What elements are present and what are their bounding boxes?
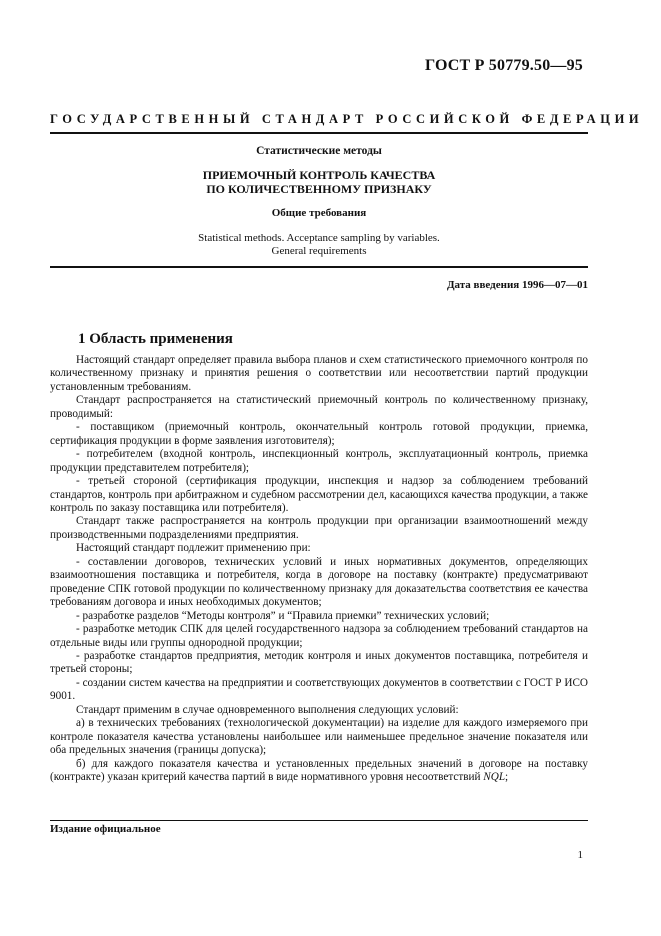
paragraph: Настоящий стандарт определяет правила выбора планов и схем статистического приемочного контроля по количественному признаку и принятия решения о соответствии или несоответствии партий продукции установленным требованиям. — [50, 354, 588, 393]
list-item: - третьей стороной (сертификация продукции, инспекция и надзор за соблюдением требований стандартов, контроль при арбитражном и судебном рассмотрении дел, касающихся качества продукции, а также контроль по заказу поставщика или потребителя). — [50, 475, 588, 514]
paragraph: Стандарт применим в случае одновременного выполнения следующих условий: — [76, 703, 459, 716]
page-number: 1 — [577, 849, 583, 861]
footer-rule — [50, 820, 588, 821]
nql-term: NQL — [483, 771, 506, 784]
paragraph: Стандарт также распространяется на контроль продукции при организации взаимоотношений между производственными подразделениями предприятия. — [50, 515, 588, 541]
list-item: - составлении договоров, технических условий и иных нормативных документов, определяющих взаимоотношения поставщика и потребителя, когда в договоре на поставку (контракте) предусматривают проведение СПК готовой продукции по количественному признаку для доказательства соответствия ее качества требованиям договора и иных необходимых документов; — [50, 555, 588, 609]
section-body — [50, 354, 588, 785]
title-line-1: ПРИЕМОЧНЫЙ КОНТРОЛЬ КАЧЕСТВА — [202, 168, 436, 182]
section-heading: 1 Область применения — [78, 331, 233, 347]
title-rule — [50, 266, 588, 268]
list-item: а) в технических требованиях (технологической документации) на изделие для каждого измеряемого при контроле показателя качества установлены наибольшее или наименьшее предельное значение показателя или оба предельных значения (границы допуска); — [50, 717, 588, 757]
paragraph-end: ; — [505, 771, 509, 784]
english-title-line-1: Statistical methods. Acceptance sampling by variables. — [198, 232, 440, 244]
document-number: ГОСТ Р 50779.50—95 — [424, 57, 583, 74]
paragraph: Стандарт распространяется на статистический приемочный контроль по количественному признаку, проводимый: — [50, 394, 588, 420]
title-line-2: ПО КОЛИЧЕСТВЕННОМУ ПРИЗНАКУ — [206, 182, 432, 196]
part-title: Общие требования — [271, 207, 367, 219]
list-item: - создании систем качества на предприятии и соответствующих документов в соответствии с ГОСТ Р ИСО 9001. — [50, 676, 588, 703]
list-item: - поставщиком (приемочный контроль, окончательный контроль готовой продукции, приемка, сертификация продукции в форме заявления изготовителя); — [50, 421, 588, 447]
subtitle: Статистические методы — [256, 145, 382, 157]
top-rule — [50, 132, 588, 134]
list-item: - разработке разделов “Методы контроля” и “Правила приемки” технических условий; — [76, 609, 490, 622]
list-item: - разработке стандартов предприятия, методик контроля и иных документов поставщика, потребителя и третьей стороны; — [50, 649, 588, 676]
list-item: - потребителем (входной контроль, инспекционный контроль, эксплуатационный контроль, приемка продукции представителем потребителя); — [50, 448, 588, 474]
paragraph-text: б) для каждого показателя качества и установленных предельных значений в договоре на поставку (контракте) указан критерий качества партий в виде нормативного уровня несоответствий — [50, 757, 588, 784]
standard-banner: ГОСУДАРСТВЕННЫЙ СТАНДАРТ РОССИЙСКОЙ ФЕДЕРАЦИИ — [50, 112, 644, 126]
list-item — [50, 758, 588, 785]
introduction-date: Дата введения 1996—07—01 — [446, 279, 588, 291]
paragraph: Настоящий стандарт подлежит применению при: — [76, 542, 311, 555]
english-title-line-2: General requirements — [271, 245, 367, 257]
list-item: - разработке методик СПК для целей государственного надзора за соблюдением требований стандартов на отдельные виды или группы однородной продукции; — [50, 623, 588, 649]
edition-label: Издание официальное — [50, 823, 161, 835]
